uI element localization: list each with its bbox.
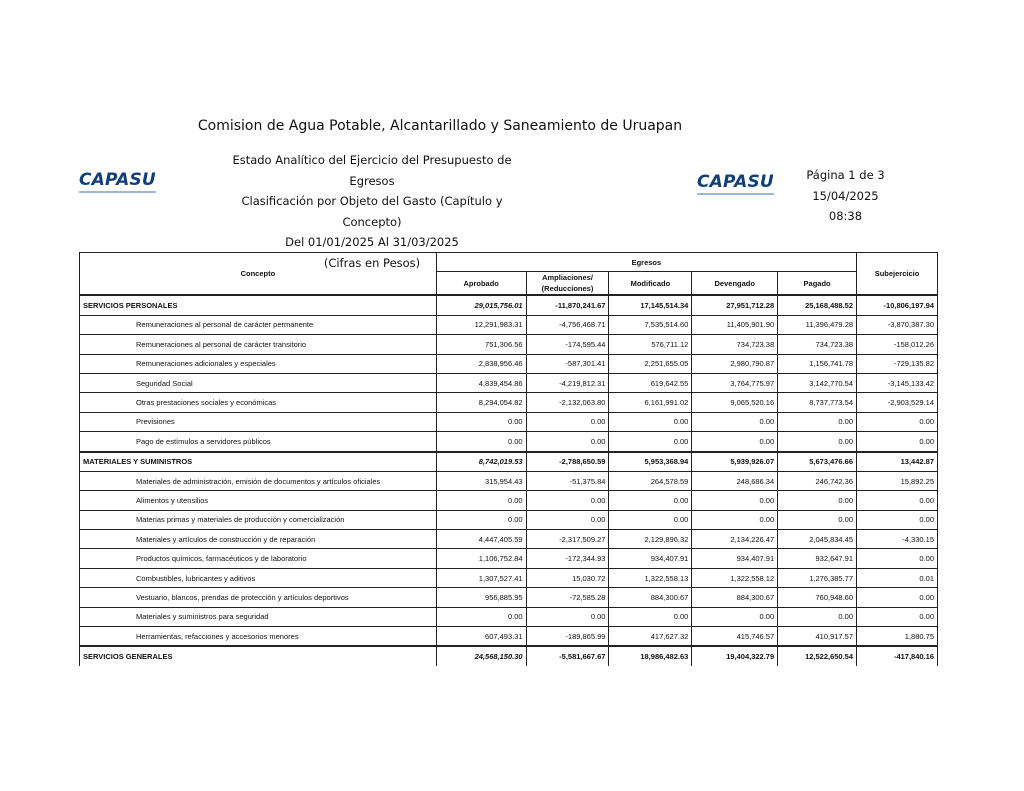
- value-cell: 932,647.91: [778, 549, 857, 568]
- value-cell: 6,161,991.02: [609, 393, 692, 412]
- value-cell: 1,307,527.41: [436, 568, 526, 587]
- value-cell: 0.00: [692, 510, 778, 529]
- value-cell: 18,986,482.63: [609, 646, 692, 665]
- value-cell: 11,396,479.28: [778, 315, 857, 334]
- concept-header: Concepto: [80, 253, 437, 296]
- value-cell: 0.00: [692, 412, 778, 431]
- value-cell: -587,301.41: [526, 354, 609, 373]
- value-cell: -4,219,812.31: [526, 373, 609, 392]
- value-cell: 0.00: [526, 412, 609, 431]
- value-cell: 0.00: [436, 412, 526, 431]
- value-cell: 3,764,775.97: [692, 373, 778, 392]
- concept-cell: Remuneraciones al personal de carácter permanente: [80, 315, 437, 334]
- concept-cell: Remuneraciones al personal de carácter transitorio: [80, 335, 437, 354]
- value-cell: 1,106,752.84: [436, 549, 526, 568]
- value-cell: 5,673,476.66: [778, 452, 857, 472]
- value-cell: 15,030.72: [526, 568, 609, 587]
- value-cell: 3,142,770.54: [778, 373, 857, 392]
- logo-text: CAPASU: [79, 170, 156, 190]
- value-cell: 0.00: [778, 412, 857, 431]
- table-body: [80, 295, 938, 665]
- value-cell: 734,723.38: [692, 335, 778, 354]
- concept-cell: Materiales y suministros para seguridad: [80, 607, 437, 626]
- value-cell: 315,954.43: [436, 471, 526, 490]
- value-cell: -51,375.84: [526, 471, 609, 490]
- concept-cell: Remuneraciones adicionales y especiales: [80, 354, 437, 373]
- table-row: [80, 588, 938, 607]
- value-cell: 607,493.31: [436, 627, 526, 647]
- capasu-logo-right: [697, 172, 774, 195]
- value-cell: -5,581,667.67: [526, 646, 609, 665]
- concept-cell: Herramientas, refacciones y accesorios menores: [80, 627, 437, 647]
- value-cell: 8,742,019.53: [436, 452, 526, 472]
- value-cell: 25,168,488.52: [778, 295, 857, 315]
- value-cell: 0.00: [857, 432, 938, 452]
- value-cell: -417,840.16: [857, 646, 938, 665]
- chapter-row: [80, 646, 938, 665]
- value-cell: 24,568,150.30: [436, 646, 526, 665]
- table-row: [80, 354, 938, 373]
- value-cell: 13,442.87: [857, 452, 938, 472]
- value-cell: 0.00: [609, 432, 692, 452]
- column-header: Devengado: [692, 272, 778, 296]
- value-cell: -2,788,650.59: [526, 452, 609, 472]
- value-cell: 934,407.91: [609, 549, 692, 568]
- value-cell: 1,322,558.12: [692, 568, 778, 587]
- value-cell: 0.01: [857, 568, 938, 587]
- logo-underline: [697, 193, 774, 195]
- value-cell: 751,306.56: [436, 335, 526, 354]
- value-cell: 0.00: [857, 510, 938, 529]
- logo-underline: [79, 191, 156, 193]
- concept-cell: Productos químicos, farmacéuticos y de laboratorio: [80, 549, 437, 568]
- table-row: [80, 607, 938, 626]
- table-row: [80, 549, 938, 568]
- value-cell: 17,145,514.34: [609, 295, 692, 315]
- table-row: [80, 412, 938, 431]
- value-cell: 11,405,901.90: [692, 315, 778, 334]
- report-units: (Cifras en Pesos): [323, 255, 421, 270]
- value-cell: -4,330.15: [857, 530, 938, 549]
- page-number: Página 1 de 3: [806, 168, 885, 182]
- value-cell: 0.00: [609, 607, 692, 626]
- table-row: [80, 530, 938, 549]
- table-row: [80, 471, 938, 490]
- table-row: [80, 373, 938, 392]
- value-cell: 1,156,741.78: [778, 354, 857, 373]
- value-cell: 0.00: [778, 510, 857, 529]
- subejercicio-header: Subejercicio: [857, 253, 938, 296]
- value-cell: 0.00: [857, 549, 938, 568]
- value-cell: -2,132,063.80: [526, 393, 609, 412]
- value-cell: 884,300.67: [692, 588, 778, 607]
- concept-cell: Otras prestaciones sociales y económicas: [80, 393, 437, 412]
- concept-cell: Materiales de administración, emisión de documentos y artículos oficiales: [80, 471, 437, 490]
- column-header: Aprobado: [436, 272, 526, 296]
- value-cell: 0.00: [692, 491, 778, 510]
- value-cell: 0.00: [692, 432, 778, 452]
- value-cell: 7,535,514.60: [609, 315, 692, 334]
- value-cell: 264,578.59: [609, 471, 692, 490]
- value-cell: 2,251,655.05: [609, 354, 692, 373]
- table-row: [80, 627, 938, 647]
- value-cell: 4,447,405.59: [436, 530, 526, 549]
- value-cell: 760,948.60: [778, 588, 857, 607]
- value-cell: 0.00: [436, 491, 526, 510]
- value-cell: 884,300.67: [609, 588, 692, 607]
- column-header: Ampliaciones/ (Reducciones): [526, 272, 609, 296]
- concept-cell: SERVICIOS PERSONALES: [80, 295, 437, 315]
- value-cell: 1,880.75: [857, 627, 938, 647]
- value-cell: -189,865.99: [526, 627, 609, 647]
- value-cell: -72,585.28: [526, 588, 609, 607]
- value-cell: -158,012.26: [857, 335, 938, 354]
- chapter-row: [80, 452, 938, 472]
- concept-cell: Materiales y artículos de construcción y de reparación: [80, 530, 437, 549]
- value-cell: 0.00: [609, 491, 692, 510]
- logo-text: CAPASU: [697, 172, 774, 192]
- value-cell: 934,407.91: [692, 549, 778, 568]
- concept-cell: Combustibles, lubricantes y aditivos: [80, 568, 437, 587]
- value-cell: 29,015,756.01: [436, 295, 526, 315]
- value-cell: 19,404,322.79: [692, 646, 778, 665]
- value-cell: 15,892.25: [857, 471, 938, 490]
- egresos-group-header: Egresos: [436, 253, 856, 272]
- value-cell: -2,903,529.14: [857, 393, 938, 412]
- table-row: [80, 432, 938, 452]
- value-cell: 4,839,454.86: [436, 373, 526, 392]
- value-cell: 0.00: [778, 607, 857, 626]
- concept-cell: Previsiones: [80, 412, 437, 431]
- value-cell: -174,595.44: [526, 335, 609, 354]
- concept-cell: SERVICIOS GENERALES: [80, 646, 437, 665]
- report-date: 15/04/2025: [812, 188, 879, 203]
- value-cell: 12,291,983.31: [436, 315, 526, 334]
- value-cell: 27,951,712.28: [692, 295, 778, 315]
- capasu-logo-left: [79, 170, 156, 193]
- table-row: [80, 568, 938, 587]
- table-row: [80, 491, 938, 510]
- value-cell: 410,917.57: [778, 627, 857, 647]
- value-cell: 8,294,054.82: [436, 393, 526, 412]
- value-cell: 0.00: [778, 491, 857, 510]
- value-cell: 956,885.95: [436, 588, 526, 607]
- table-row: [80, 510, 938, 529]
- value-cell: 0.00: [436, 607, 526, 626]
- value-cell: -11,870,241.67: [526, 295, 609, 315]
- organization-title: Comision de Agua Potable, Alcantarillado y Saneamiento de Uruapan: [197, 118, 683, 134]
- value-cell: -3,145,133.42: [857, 373, 938, 392]
- concept-cell: Materias primas y materiales de producción y comercialización: [80, 510, 437, 529]
- value-cell: 415,746.57: [692, 627, 778, 647]
- value-cell: 0.00: [436, 432, 526, 452]
- report-classification: Clasificación por Objeto del Gasto (Capítulo y Concepto): [241, 194, 503, 229]
- value-cell: 9,065,520.16: [692, 393, 778, 412]
- value-cell: -3,870,387.30: [857, 315, 938, 334]
- value-cell: 246,742.36: [778, 471, 857, 490]
- value-cell: 0.00: [436, 510, 526, 529]
- value-cell: -4,756,468.71: [526, 315, 609, 334]
- column-header: Modificado: [609, 272, 692, 296]
- value-cell: 0.00: [857, 491, 938, 510]
- value-cell: 0.00: [526, 607, 609, 626]
- value-cell: 0.00: [609, 412, 692, 431]
- value-cell: 2,129,896.32: [609, 530, 692, 549]
- value-cell: 0.00: [526, 510, 609, 529]
- value-cell: 0.00: [609, 510, 692, 529]
- value-cell: -10,806,197.94: [857, 295, 938, 315]
- table-row: [80, 315, 938, 334]
- value-cell: 0.00: [526, 432, 609, 452]
- concept-cell: Vestuario, blancos, prendas de protección y artículos deportivos: [80, 588, 437, 607]
- value-cell: 734,723.38: [778, 335, 857, 354]
- column-header: Pagado: [778, 272, 857, 296]
- concept-cell: Seguridad Social: [80, 373, 437, 392]
- value-cell: 0.00: [778, 432, 857, 452]
- concept-cell: Pago de estímulos a servidores públicos: [80, 432, 437, 452]
- value-cell: 5,953,368.94: [609, 452, 692, 472]
- concept-cell: Alimentos y utensilios: [80, 491, 437, 510]
- concept-cell: MATERIALES Y SUMINISTROS: [80, 452, 437, 472]
- value-cell: 1,322,558.13: [609, 568, 692, 587]
- value-cell: 8,737,773.54: [778, 393, 857, 412]
- report-time: 08:38: [828, 209, 863, 223]
- value-cell: 619,642.55: [609, 373, 692, 392]
- report-title: Estado Analítico del Ejercicio del Presupuesto de Egresos: [232, 153, 512, 188]
- value-cell: 2,980,790.87: [692, 354, 778, 373]
- value-cell: 0.00: [857, 588, 938, 607]
- value-cell: 576,711.12: [609, 335, 692, 354]
- value-cell: -729,135.82: [857, 354, 938, 373]
- chapter-row: [80, 295, 938, 315]
- budget-table: [79, 252, 938, 666]
- value-cell: -2,317,509.27: [526, 530, 609, 549]
- page-meta: [778, 165, 913, 227]
- value-cell: 2,134,226.47: [692, 530, 778, 549]
- value-cell: 1,276,385.77: [778, 568, 857, 587]
- report-period: Del 01/01/2025 Al 31/03/2025: [285, 235, 459, 249]
- value-cell: 2,838,956.46: [436, 354, 526, 373]
- value-cell: 12,522,650.54: [778, 646, 857, 665]
- value-cell: 0.00: [526, 491, 609, 510]
- value-cell: -172,344.93: [526, 549, 609, 568]
- table-row: [80, 393, 938, 412]
- table-row: [80, 335, 938, 354]
- value-cell: 0.00: [692, 607, 778, 626]
- header-row-group: [80, 253, 938, 272]
- value-cell: 0.00: [857, 607, 938, 626]
- value-cell: 0.00: [857, 412, 938, 431]
- value-cell: 2,045,834.45: [778, 530, 857, 549]
- value-cell: 5,939,926.07: [692, 452, 778, 472]
- value-cell: 248,686.34: [692, 471, 778, 490]
- value-cell: 417,627.32: [609, 627, 692, 647]
